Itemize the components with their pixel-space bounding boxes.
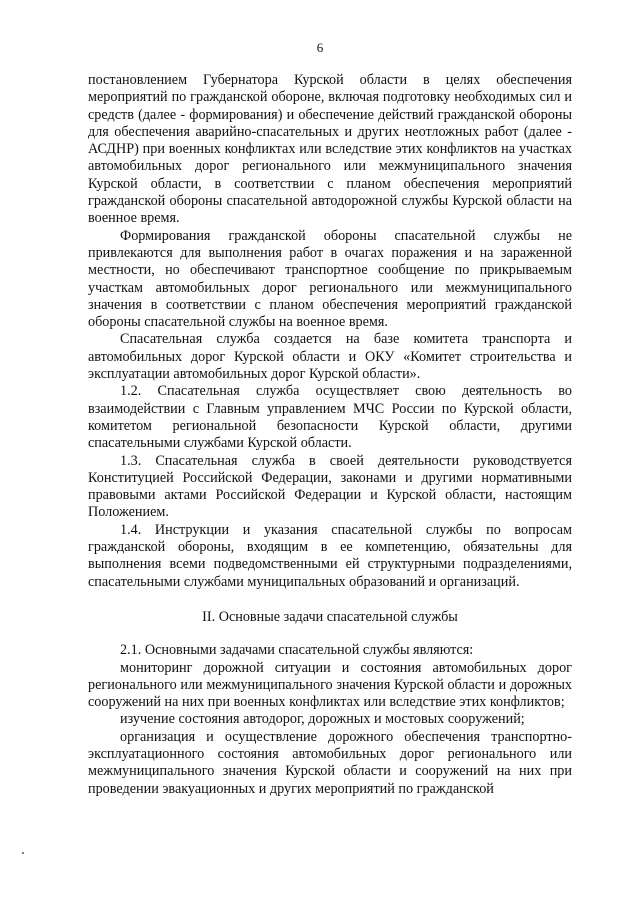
paragraph-service-base: Спасательная служба создается на базе комитета транспорта и автомобильных дорог Курской области и ОКУ «Комитет строительства и эксплуатации автомобильных дорог Курской области». (88, 331, 572, 383)
paragraph-organization: организация и осуществление дорожного обеспечения транспортно-эксплуатационного состояния автомобильных дорог регионального или межмуниципального значения Курской области и сооружений на них при проведении эвакуационных и других мероприятий по гражданской (88, 728, 572, 797)
paragraph-study: изучение состояния автодорог, дорожных и мостовых сооружений; (120, 711, 525, 728)
paragraph-formations: Формирования гражданской обороны спасательной службы не привлекаются для выполнения работ в очагах поражения и на зараженной местности, но обеспечивают транспортное сообщение по прикрываемым участкам автомобильных дорог регионального или межмуниципального значения в соответствии с планом обеспечения мероприятий гражданской обороны спасательной службы на военное время. (88, 227, 572, 331)
paragraph-1-2: 1.2. Спасательная служба осуществляет свою деятельность во взаимодействии с Главным управлением МЧС России по Курской области, комитетом региональной безопасности Курской области, другими спасательными службами Курской области. (88, 383, 572, 452)
paragraph-monitoring: мониторинг дорожной ситуации и состояния автомобильных дорог регионального или межмуниципального значения Курской области и дорожных сооружений на них при военных конфликтах или вследствие этих конфликтов; (88, 659, 572, 711)
section-heading: II. Основные задачи спасательной службы (202, 608, 458, 625)
document-body (88, 72, 572, 798)
paragraph-1-3: 1.3. Спасательная служба в своей деятельности руководствуется Конституцией Российской Федерации, законами и другими нормативными правовыми актами Российской Федерации и Курской области, настоящим Положением. (88, 452, 572, 521)
paragraph-2-1: 2.1. Основными задачами спасательной службы являются: (120, 642, 474, 659)
paragraph-1-4: 1.4. Инструкции и указания спасательной службы по вопросам гражданской обороны, входящим в ее компетенцию, обязательны для выполнения всеми подведомственными ей структурными подразделениями, спасательными службами муниципальных образований и организаций. (88, 521, 572, 590)
scan-speck (22, 852, 24, 854)
page-number: 6 (316, 40, 324, 55)
paragraph-intro-continuation: постановлением Губернатора Курской области в целях обеспечения мероприятий по гражданской обороне, включая подготовку необходимых сил и средств (далее - формирования) и обеспечение действий гражданской обороны для обеспечения аварийно-спасательных и других неотложных работ (далее - АСДНР) при военных конфликтах или вследствие этих конфликтов на участках автомобильных дорог регионального или межмуниципального значения Курской области, в соответствии с планом обеспечения мероприятий гражданской обороны спасательной автодорожной службы Курской области на военное время. (88, 72, 572, 227)
